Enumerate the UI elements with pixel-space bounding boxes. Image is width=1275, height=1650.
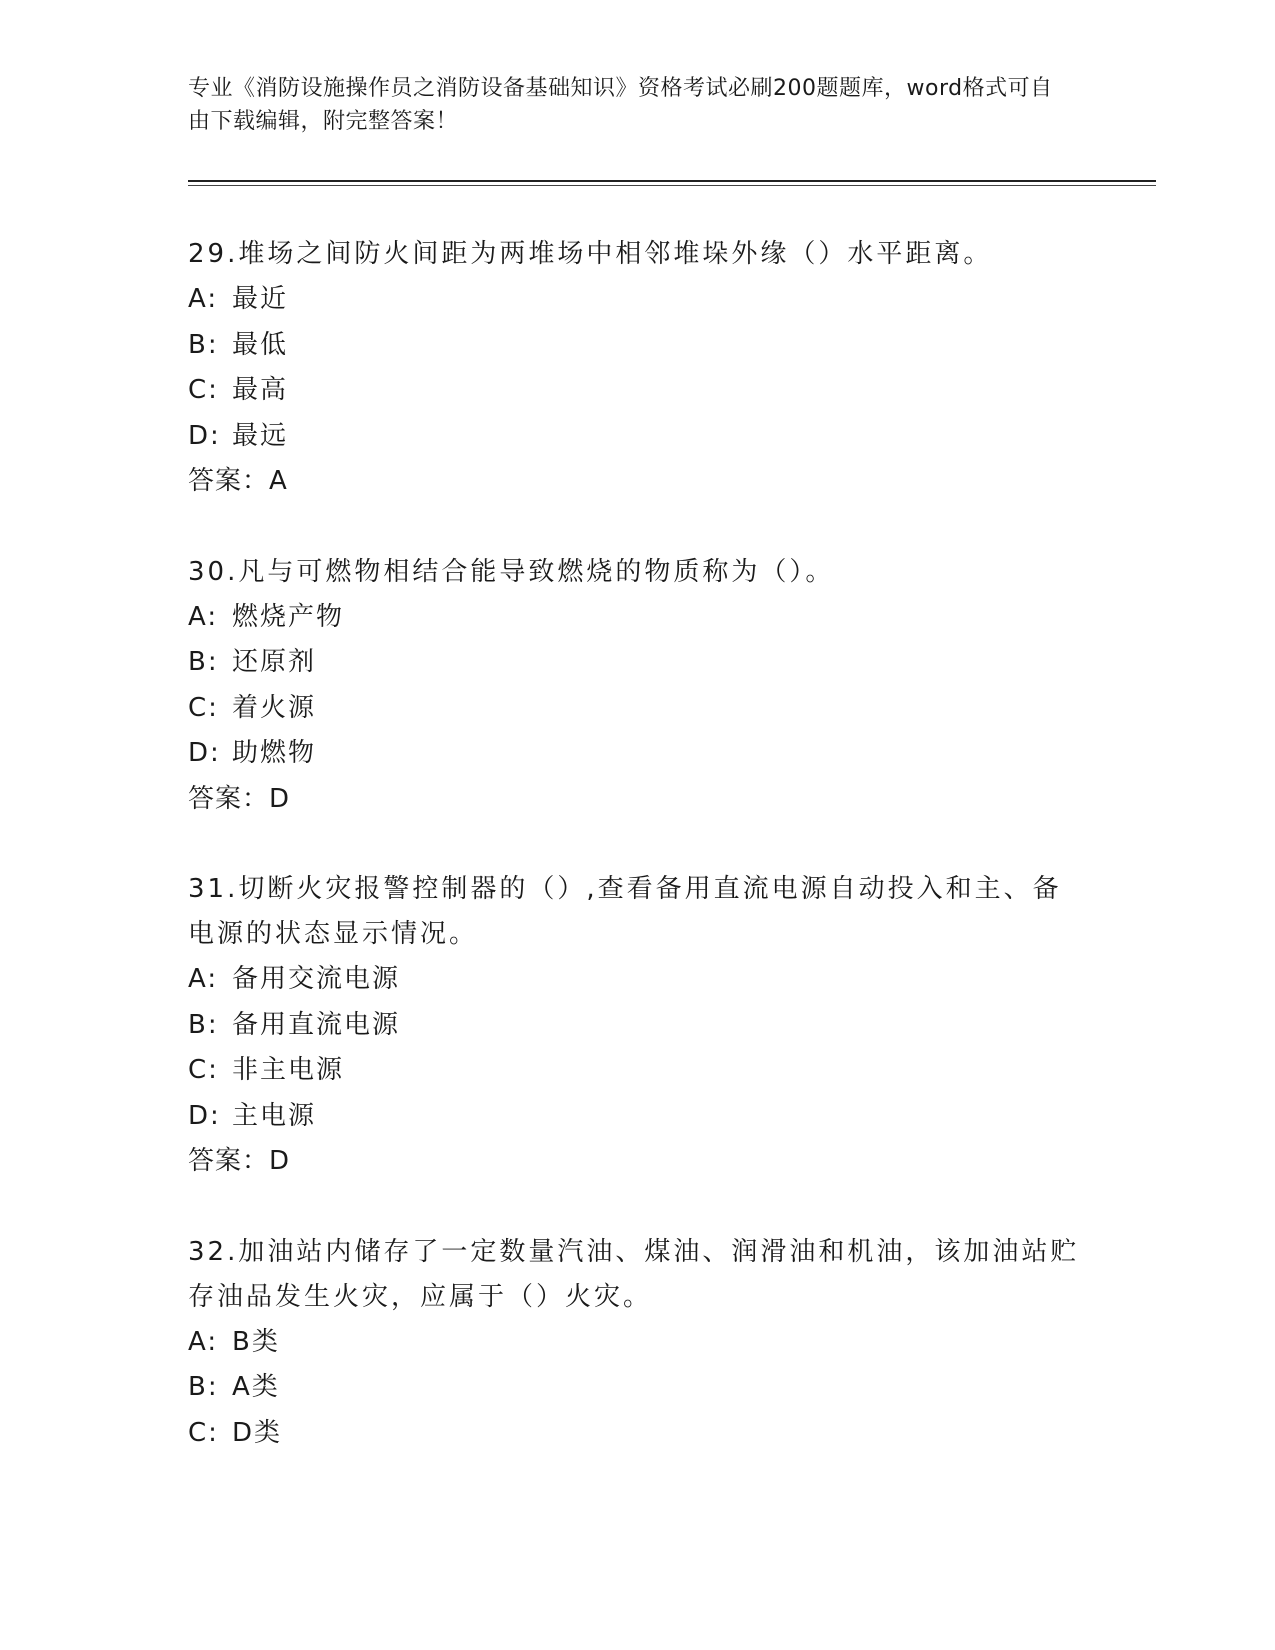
option-letter: A:	[188, 964, 219, 994]
option-text: B类	[232, 1326, 280, 1357]
option-letter: C:	[188, 375, 219, 405]
option-text: 最高	[232, 375, 289, 405]
option-text: 燃烧产物	[232, 601, 345, 632]
option-letter: D:	[188, 738, 221, 768]
option-text: D类	[232, 1417, 283, 1448]
question-32	[188, 1230, 1088, 1457]
option-letter: A:	[188, 1326, 219, 1357]
header-divider-thin	[188, 185, 1156, 186]
option-d	[188, 1094, 1088, 1140]
option-letter: C:	[188, 1055, 219, 1085]
option-a	[188, 277, 1088, 323]
question-list	[188, 232, 1088, 1501]
option-letter: A:	[188, 284, 219, 314]
option-d	[188, 414, 1088, 460]
answer-line: 答案：D	[188, 1146, 291, 1176]
option-a	[188, 957, 1088, 1003]
option-text: 助燃物	[232, 738, 317, 768]
option-letter: B:	[188, 1009, 219, 1040]
option-letter: C:	[188, 692, 219, 723]
option-text: A类	[232, 1372, 280, 1402]
option-text: 最低	[232, 329, 289, 360]
option-text: 非主电源	[232, 1055, 345, 1085]
option-letter: D:	[188, 420, 221, 451]
option-a	[188, 1320, 1088, 1366]
option-b	[188, 1003, 1088, 1049]
option-letter: B:	[188, 1372, 219, 1402]
option-text: 主电源	[232, 1100, 317, 1131]
option-text: 备用交流电源	[232, 964, 401, 994]
option-text: 最远	[232, 420, 289, 451]
question-30	[188, 550, 1088, 823]
option-letter: C:	[188, 1417, 219, 1448]
question-stem: 31.切断火灾报警控制器的（）,查看备用直流电源自动投入和主、备电源的状态显示情况。	[188, 874, 1062, 949]
option-letter: B:	[188, 329, 219, 360]
option-letter: B:	[188, 647, 219, 677]
option-c	[188, 368, 1088, 414]
option-letter: D:	[188, 1100, 221, 1131]
option-b	[188, 1365, 1088, 1411]
option-b	[188, 323, 1088, 369]
option-c	[188, 686, 1088, 732]
option-text: 备用直流电源	[232, 1009, 401, 1040]
option-letter: A:	[188, 601, 219, 632]
question-stem: 32.加油站内储存了一定数量汽油、煤油、润滑油和机油，该加油站贮存油品发生火灾，应属于（）火灾。	[188, 1236, 1080, 1312]
question-stem: 30.凡与可燃物相结合能导致燃烧的物质称为（）。	[188, 556, 835, 587]
answer-line: 答案：D	[188, 783, 291, 814]
option-d	[188, 731, 1088, 777]
question-29	[188, 232, 1088, 505]
question-31	[188, 867, 1088, 1185]
document-header: 专业《消防设施操作员之消防设备基础知识》资格考试必刷200题题库，word格式可自由下载编辑，附完整答案！	[188, 76, 1053, 134]
option-c	[188, 1048, 1088, 1094]
option-a	[188, 595, 1088, 641]
option-b	[188, 640, 1088, 686]
option-text: 着火源	[232, 692, 317, 723]
answer-line: 答案：A	[188, 466, 288, 496]
option-c	[188, 1411, 1088, 1457]
header-divider-thick	[188, 180, 1156, 182]
option-text: 最近	[232, 284, 289, 314]
question-stem: 29.堆场之间防火间距为两堆场中相邻堆垛外缘（）水平距离。	[188, 239, 993, 269]
option-text: 还原剂	[232, 647, 317, 677]
